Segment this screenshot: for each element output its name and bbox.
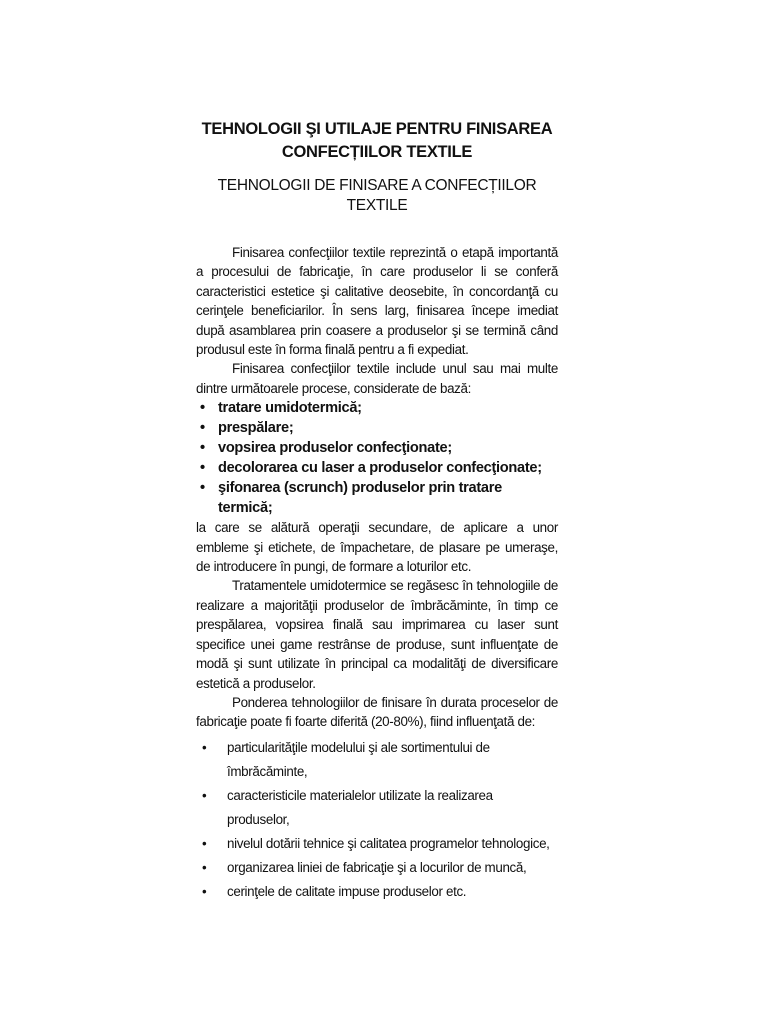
- paragraph-weight: Ponderea tehnologiilor de finisare în durata proceselor de fabricaţie poate fi foarte diferită (20-80%), fiind influenţată de:: [196, 694, 558, 730]
- paragraph-base-processes: Finisarea confecţiilor textile include unul sau mai multe dintre următoarele procese, considerate de bază:: [196, 361, 558, 396]
- base-processes-list: [196, 398, 558, 518]
- list-item: • nivelul dotării tehnice şi calitatea programelor tehnologice,: [196, 832, 558, 856]
- section-heading: TEHNOLOGII DE FINISARE A CONFECȚIILOR TEXTILE: [217, 177, 537, 214]
- list-item: • şifonarea (scrunch) produselor prin tratare termică;: [196, 478, 558, 518]
- paragraph-intro: Finisarea confecţiilor textile reprezintă o etapă importantă a procesului de fabricaţie, în care produselor li se conferă caracteristici estetice şi calitative deosebite, în concordanţă cu cerinţele beneficiarilor. În sens larg, finisarea începe imediat după asamblarea prin coasere a produselor şi se termină când produsul este în forma finală pentru a fi expediat.: [196, 245, 558, 358]
- influences-list: [196, 736, 558, 904]
- list-item: • cerinţele de calitate impuse produselor etc.: [196, 880, 558, 904]
- title-line-2: CONFECȚIILOR TEXTILE: [281, 143, 473, 161]
- document-title: [196, 118, 558, 164]
- document-page: [196, 118, 558, 904]
- title-line-1: TEHNOLOGII ŞI UTILAJE PENTRU FINISAREA: [201, 120, 553, 138]
- list-item: • decolorarea cu laser a produselor confecţionate;: [196, 458, 558, 478]
- list-item: • organizarea liniei de fabricaţie şi a locurilor de muncă,: [196, 856, 558, 880]
- paragraph-treatments: Tratamentele umidotermice se regăsesc în tehnologiile de realizare a majorităţii produselor de îmbrăcăminte, în timp ce prespălarea, vopsirea finală sau imprimarea cu laser sunt specifice unei game restrânse de produse, sunt influenţate de modă şi sunt utilizate în principal ca modalităţi de diversificare estetică a produselor.: [196, 578, 558, 691]
- paragraph-secondary-operations: la care se alătură operaţii secundare, de aplicare a unor embleme şi etichete, de împachetare, de plasare pe umeraşe, de introducere în pungi, de formare a loturilor etc.: [196, 520, 558, 575]
- list-item: • caracteristicile materialelor utilizate la realizarea produselor,: [196, 784, 558, 832]
- list-item: • prespălare;: [196, 418, 558, 438]
- list-item: • vopsirea produselor confecţionate;: [196, 438, 558, 458]
- list-item: • particularităţile modelului şi ale sortimentului de îmbrăcăminte,: [196, 736, 558, 784]
- list-item: • tratare umidotermică;: [196, 398, 558, 418]
